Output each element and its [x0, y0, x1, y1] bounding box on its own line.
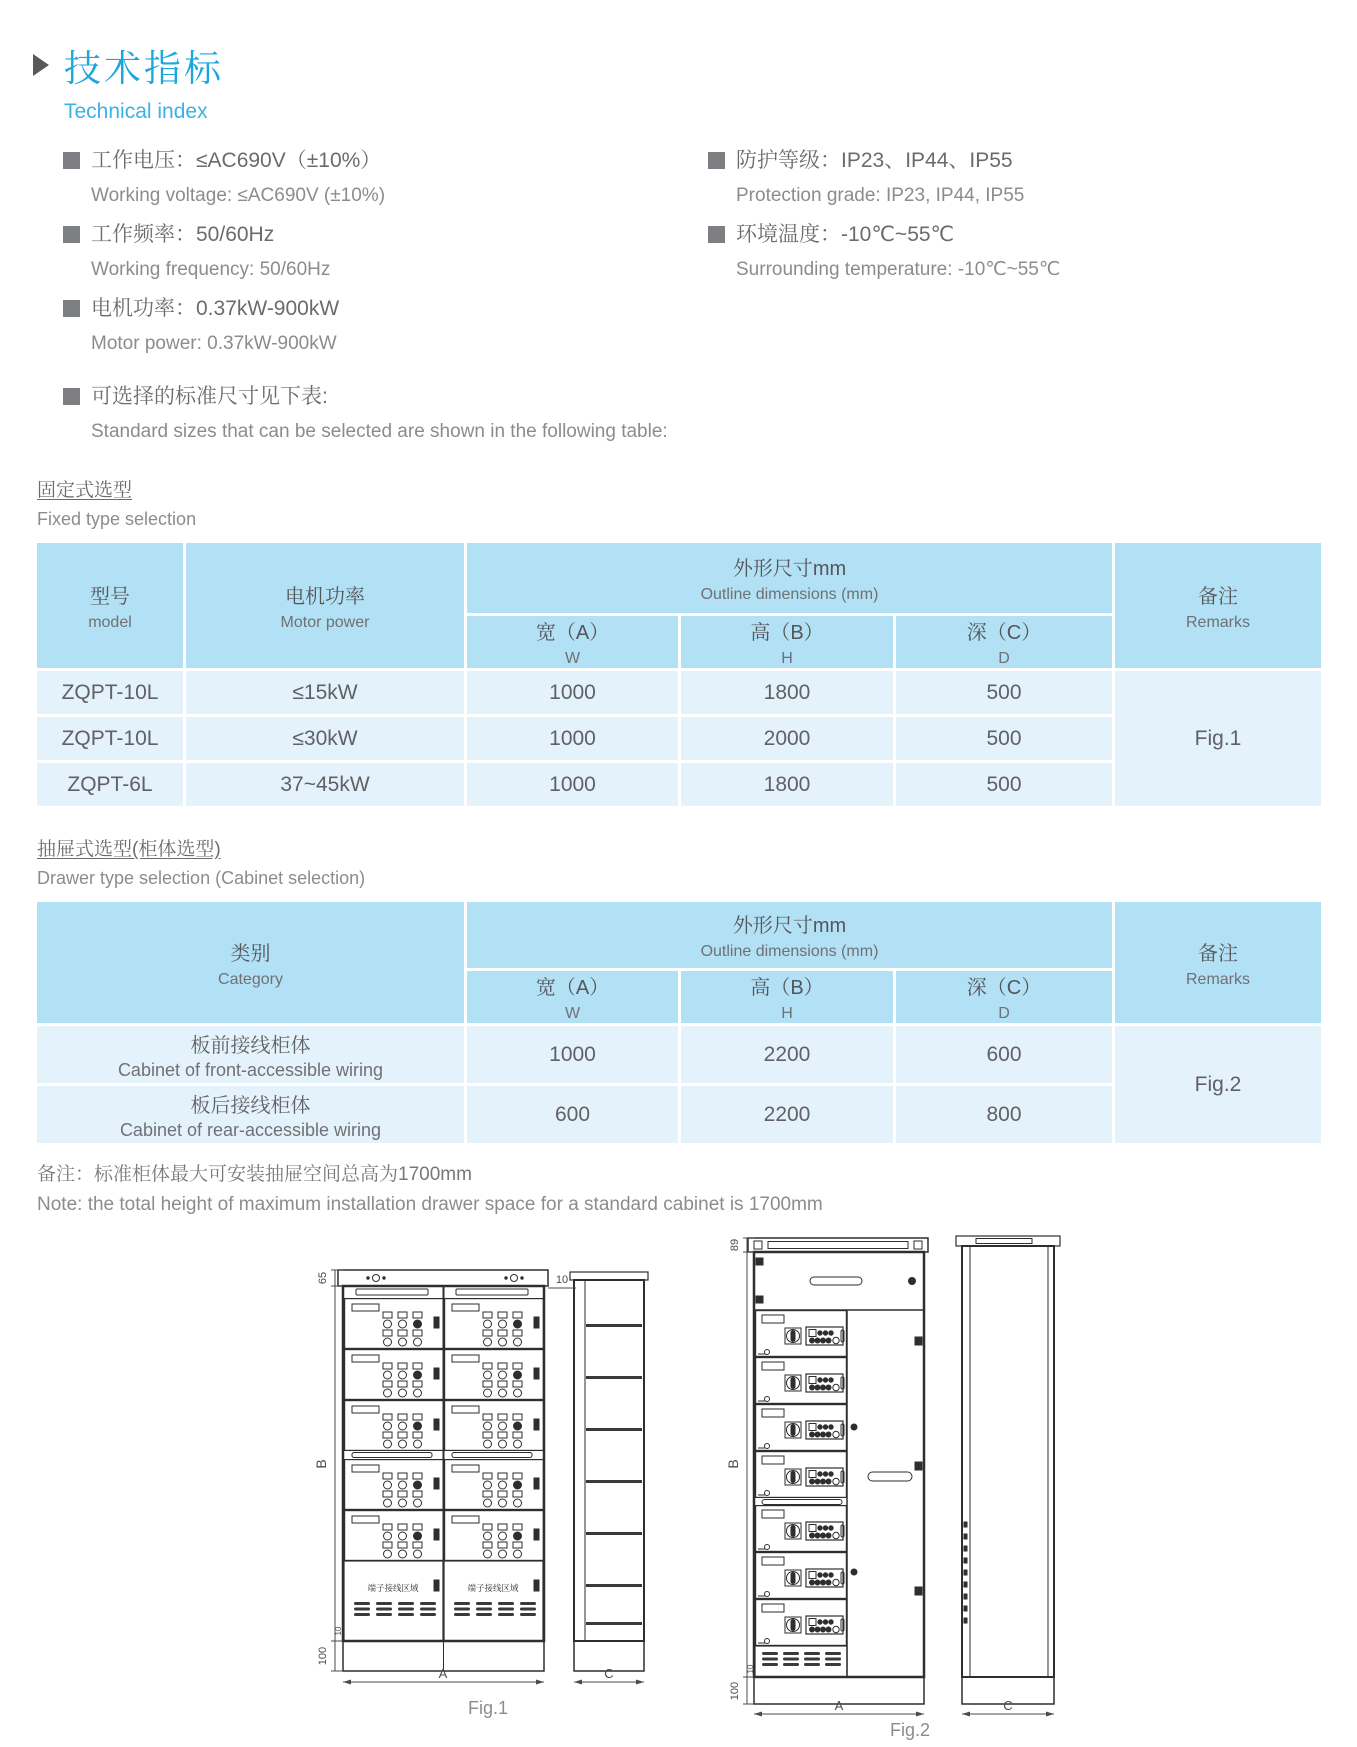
drawer-unit [345, 1511, 444, 1561]
fig2-dim-top-label: 89 [729, 1238, 741, 1252]
fixed-table-caption-cn: 固定式选型 [37, 480, 133, 501]
header-height-cn: 高（B） [750, 977, 824, 999]
cell-model: ZQPT-10L [37, 671, 183, 714]
page-title: 技术指标 [64, 48, 224, 89]
spec-working-frequency [63, 220, 708, 285]
spec-protection-grade [708, 146, 1357, 211]
figure-2 [710, 1222, 1090, 1747]
specs-left-column [63, 146, 708, 368]
fig2-drawing [710, 1222, 1090, 1742]
fig2-dim-base-label: 100 [729, 1681, 741, 1701]
cell-width: 1000 [467, 717, 678, 760]
vent-slats [804, 1652, 820, 1666]
cell-remark-fig1: Fig.1 [1115, 671, 1321, 806]
fixed-table-caption-en: Fixed type selection [37, 509, 197, 529]
cell-height: 2200 [681, 1026, 893, 1083]
drawer-table-caption [37, 834, 1357, 889]
fig1-label: Fig.1 [467, 1698, 509, 1718]
vent-slats [762, 1652, 778, 1666]
vent-slats [520, 1602, 536, 1616]
fig1-terminal-area-label: 端子接线区域 [367, 1583, 419, 1593]
header-power-cn: 电机功率 [285, 585, 365, 608]
cell-height: 1800 [681, 763, 893, 806]
cell-height: 2000 [681, 717, 893, 760]
fig1-dim-bottom-small-label: 10 [334, 1626, 343, 1636]
bullet-square-icon [63, 388, 80, 405]
header-depth-cn: 深（C） [966, 622, 1042, 644]
cell-depth: 800 [896, 1086, 1112, 1143]
spec-motor-power [63, 294, 708, 359]
cell-height: 2200 [681, 1086, 893, 1143]
cell-width: 1000 [467, 671, 678, 714]
vent-slats [376, 1602, 392, 1616]
table-intro [0, 382, 1357, 447]
vent-slats [420, 1602, 436, 1616]
fig2-dim-depth-label: C [1003, 1698, 1013, 1713]
header-depth [896, 971, 1112, 1023]
header-remarks [1115, 902, 1321, 1023]
header-model-cn: 型号 [90, 585, 130, 608]
cell-category [37, 1086, 464, 1143]
fig1-dim-width-label: A [438, 1666, 448, 1681]
cell-category-en: Cabinet of front-accessible wiring [117, 1059, 384, 1080]
cell-category [37, 1026, 464, 1083]
cell-power: ≤15kW [186, 671, 464, 714]
fig1-dim-top-label: 65 [317, 1271, 329, 1285]
table-note [37, 1159, 1357, 1216]
header-width [467, 971, 678, 1023]
fig1-dim-top-right-label: 10 [555, 1274, 569, 1286]
header-depth [896, 616, 1112, 668]
header-remarks-cn: 备注 [1198, 585, 1238, 608]
header-width-cn: 宽（A） [535, 977, 610, 999]
header-height [681, 616, 893, 668]
header-remarks [1115, 543, 1321, 668]
drawer-unit [445, 1299, 544, 1349]
header-height-cn: 高（B） [750, 622, 824, 644]
drawer-unit [345, 1299, 444, 1349]
spec-cn-text: 环境温度：-10℃~55℃ [736, 223, 955, 246]
spec-en-text: Working voltage: ≤AC690V (±10%) [91, 185, 386, 206]
header-width-cn: 宽（A） [535, 622, 610, 644]
bullet-square-icon [708, 226, 725, 243]
cell-power: ≤30kW [186, 717, 464, 760]
spec-en-text: Working frequency: 50/60Hz [91, 259, 331, 280]
section-arrow-icon [33, 54, 49, 76]
spec-cn-text: 工作电压：≤AC690V（±10%） [91, 149, 382, 172]
vent-slats [783, 1652, 799, 1666]
spec-surrounding-temperature [708, 220, 1357, 285]
spec-cn-text: 防护等级：IP23、IP44、IP55 [736, 149, 1013, 172]
intro-cn-text: 可选择的标准尺寸见下表: [91, 385, 328, 408]
drawer-module [756, 1600, 847, 1646]
cell-depth: 600 [896, 1026, 1112, 1083]
fig1-dim-base-label: 100 [317, 1646, 329, 1666]
cell-depth: 500 [896, 763, 1112, 806]
drawer-unit [345, 1401, 444, 1451]
vent-slats [498, 1602, 514, 1616]
header-remarks-cn: 备注 [1198, 942, 1238, 965]
header-outline-dimensions [467, 543, 1112, 613]
drawer-type-table [37, 902, 1321, 1143]
drawer-unit [345, 1460, 444, 1510]
fig2-label: Fig.2 [889, 1720, 931, 1740]
fig2-dim-width-label: A [834, 1698, 844, 1713]
bullet-square-icon [708, 152, 725, 169]
fig1-dim-depth-label: C [604, 1666, 614, 1681]
header-remarks-en: Remarks [1185, 970, 1250, 988]
drawer-unit [445, 1460, 544, 1510]
header-model [37, 543, 183, 668]
drawer-module [756, 1452, 847, 1498]
header-model-en: model [88, 613, 132, 631]
spec-en-text: Protection grade: IP23, IP44, IP55 [736, 185, 1025, 206]
cell-model: ZQPT-6L [37, 763, 183, 806]
drawer-table-caption-en: Drawer type selection (Cabinet selection) [37, 868, 366, 888]
cell-width: 1000 [467, 763, 678, 806]
spec-en-text: Motor power: 0.37kW-900kW [91, 333, 337, 354]
cell-width: 1000 [467, 1026, 678, 1083]
header-category [37, 902, 464, 1023]
spec-en-text: Surrounding temperature: -10℃~55℃ [736, 259, 1061, 280]
header-outline-cn: 外形尺寸mm [732, 558, 847, 580]
cell-model: ZQPT-10L [37, 717, 183, 760]
drawer-unit [445, 1401, 544, 1451]
intro-en-text: Standard sizes that can be selected are shown in the following table: [91, 421, 668, 442]
fig1-dim-height-label: B [313, 1459, 329, 1469]
specs-right-column [708, 146, 1357, 368]
cell-remark-fig2: Fig.2 [1115, 1026, 1321, 1143]
fig1-terminal-area-label: 端子接线区域 [467, 1583, 519, 1593]
header-width-en: W [564, 1005, 581, 1022]
header-power-en: Motor power [280, 613, 370, 631]
header-motor-power [186, 543, 464, 668]
vent-slats [398, 1602, 414, 1616]
note-en: Note: the total height of maximum installation drawer space for a standard cabinet is 1700mm [37, 1194, 823, 1215]
spec-cn-text: 电机功率：0.37kW-900kW [91, 297, 340, 320]
header-width [467, 616, 678, 668]
drawer-module [756, 1506, 847, 1552]
header-height [681, 971, 893, 1023]
header-remarks-en: Remarks [1185, 613, 1250, 631]
cell-category-cn: 板后接线柜体 [190, 1094, 311, 1117]
header-depth-en: D [998, 650, 1010, 667]
spec-cn-text: 工作频率：50/60Hz [91, 223, 275, 246]
page-subtitle: Technical index [64, 100, 208, 123]
header-height-en: H [781, 650, 793, 667]
header-outline-en: Outline dimensions (mm) [700, 586, 879, 603]
figure-1 [298, 1250, 658, 1727]
bullet-square-icon [63, 152, 80, 169]
cell-depth: 500 [896, 671, 1112, 714]
cell-category-en: Cabinet of rear-accessible wiring [119, 1119, 382, 1140]
drawer-module [756, 1405, 847, 1451]
header-width-en: W [564, 650, 581, 667]
spec-list [0, 146, 1357, 368]
drawer-module [756, 1553, 847, 1599]
drawer-unit [345, 1350, 444, 1400]
cell-width: 600 [467, 1086, 678, 1143]
cell-height: 1800 [681, 671, 893, 714]
header-outline-cn: 外形尺寸mm [732, 915, 847, 937]
header-outline-en: Outline dimensions (mm) [700, 943, 879, 960]
drawer-module [756, 1358, 847, 1404]
fig1-drawing [298, 1250, 658, 1722]
fixed-type-table [37, 543, 1321, 806]
cell-depth: 500 [896, 717, 1112, 760]
header-depth-cn: 深（C） [966, 977, 1042, 999]
cell-power: 37~45kW [186, 763, 464, 806]
fig2-dim-bottom-small-label: 10 [746, 1664, 755, 1674]
page-header [0, 0, 1357, 124]
figures [298, 1222, 1357, 1747]
header-height-en: H [781, 1005, 793, 1022]
vent-slats [454, 1602, 470, 1616]
fig2-dim-height-label: B [725, 1459, 741, 1469]
drawer-module [756, 1311, 847, 1357]
drawer-table-caption-cn: 抽屉式选型(柜体选型) [37, 839, 221, 860]
header-category-cn: 类别 [230, 942, 271, 965]
drawer-unit [445, 1511, 544, 1561]
vent-slats [354, 1602, 370, 1616]
fixed-table-caption [37, 475, 1357, 530]
vent-slats [825, 1652, 841, 1666]
vent-slats [476, 1602, 492, 1616]
bullet-square-icon [63, 300, 80, 317]
header-depth-en: D [998, 1005, 1010, 1022]
note-cn: 备注：标准柜体最大可安装抽屉空间总高为1700mm [37, 1164, 472, 1185]
bullet-square-icon [63, 226, 80, 243]
header-category-en: Category [218, 970, 283, 988]
header-outline-dimensions [467, 902, 1112, 968]
spec-working-voltage [63, 146, 708, 211]
cell-category-cn: 板前接线柜体 [190, 1034, 311, 1057]
drawer-unit [445, 1350, 544, 1400]
